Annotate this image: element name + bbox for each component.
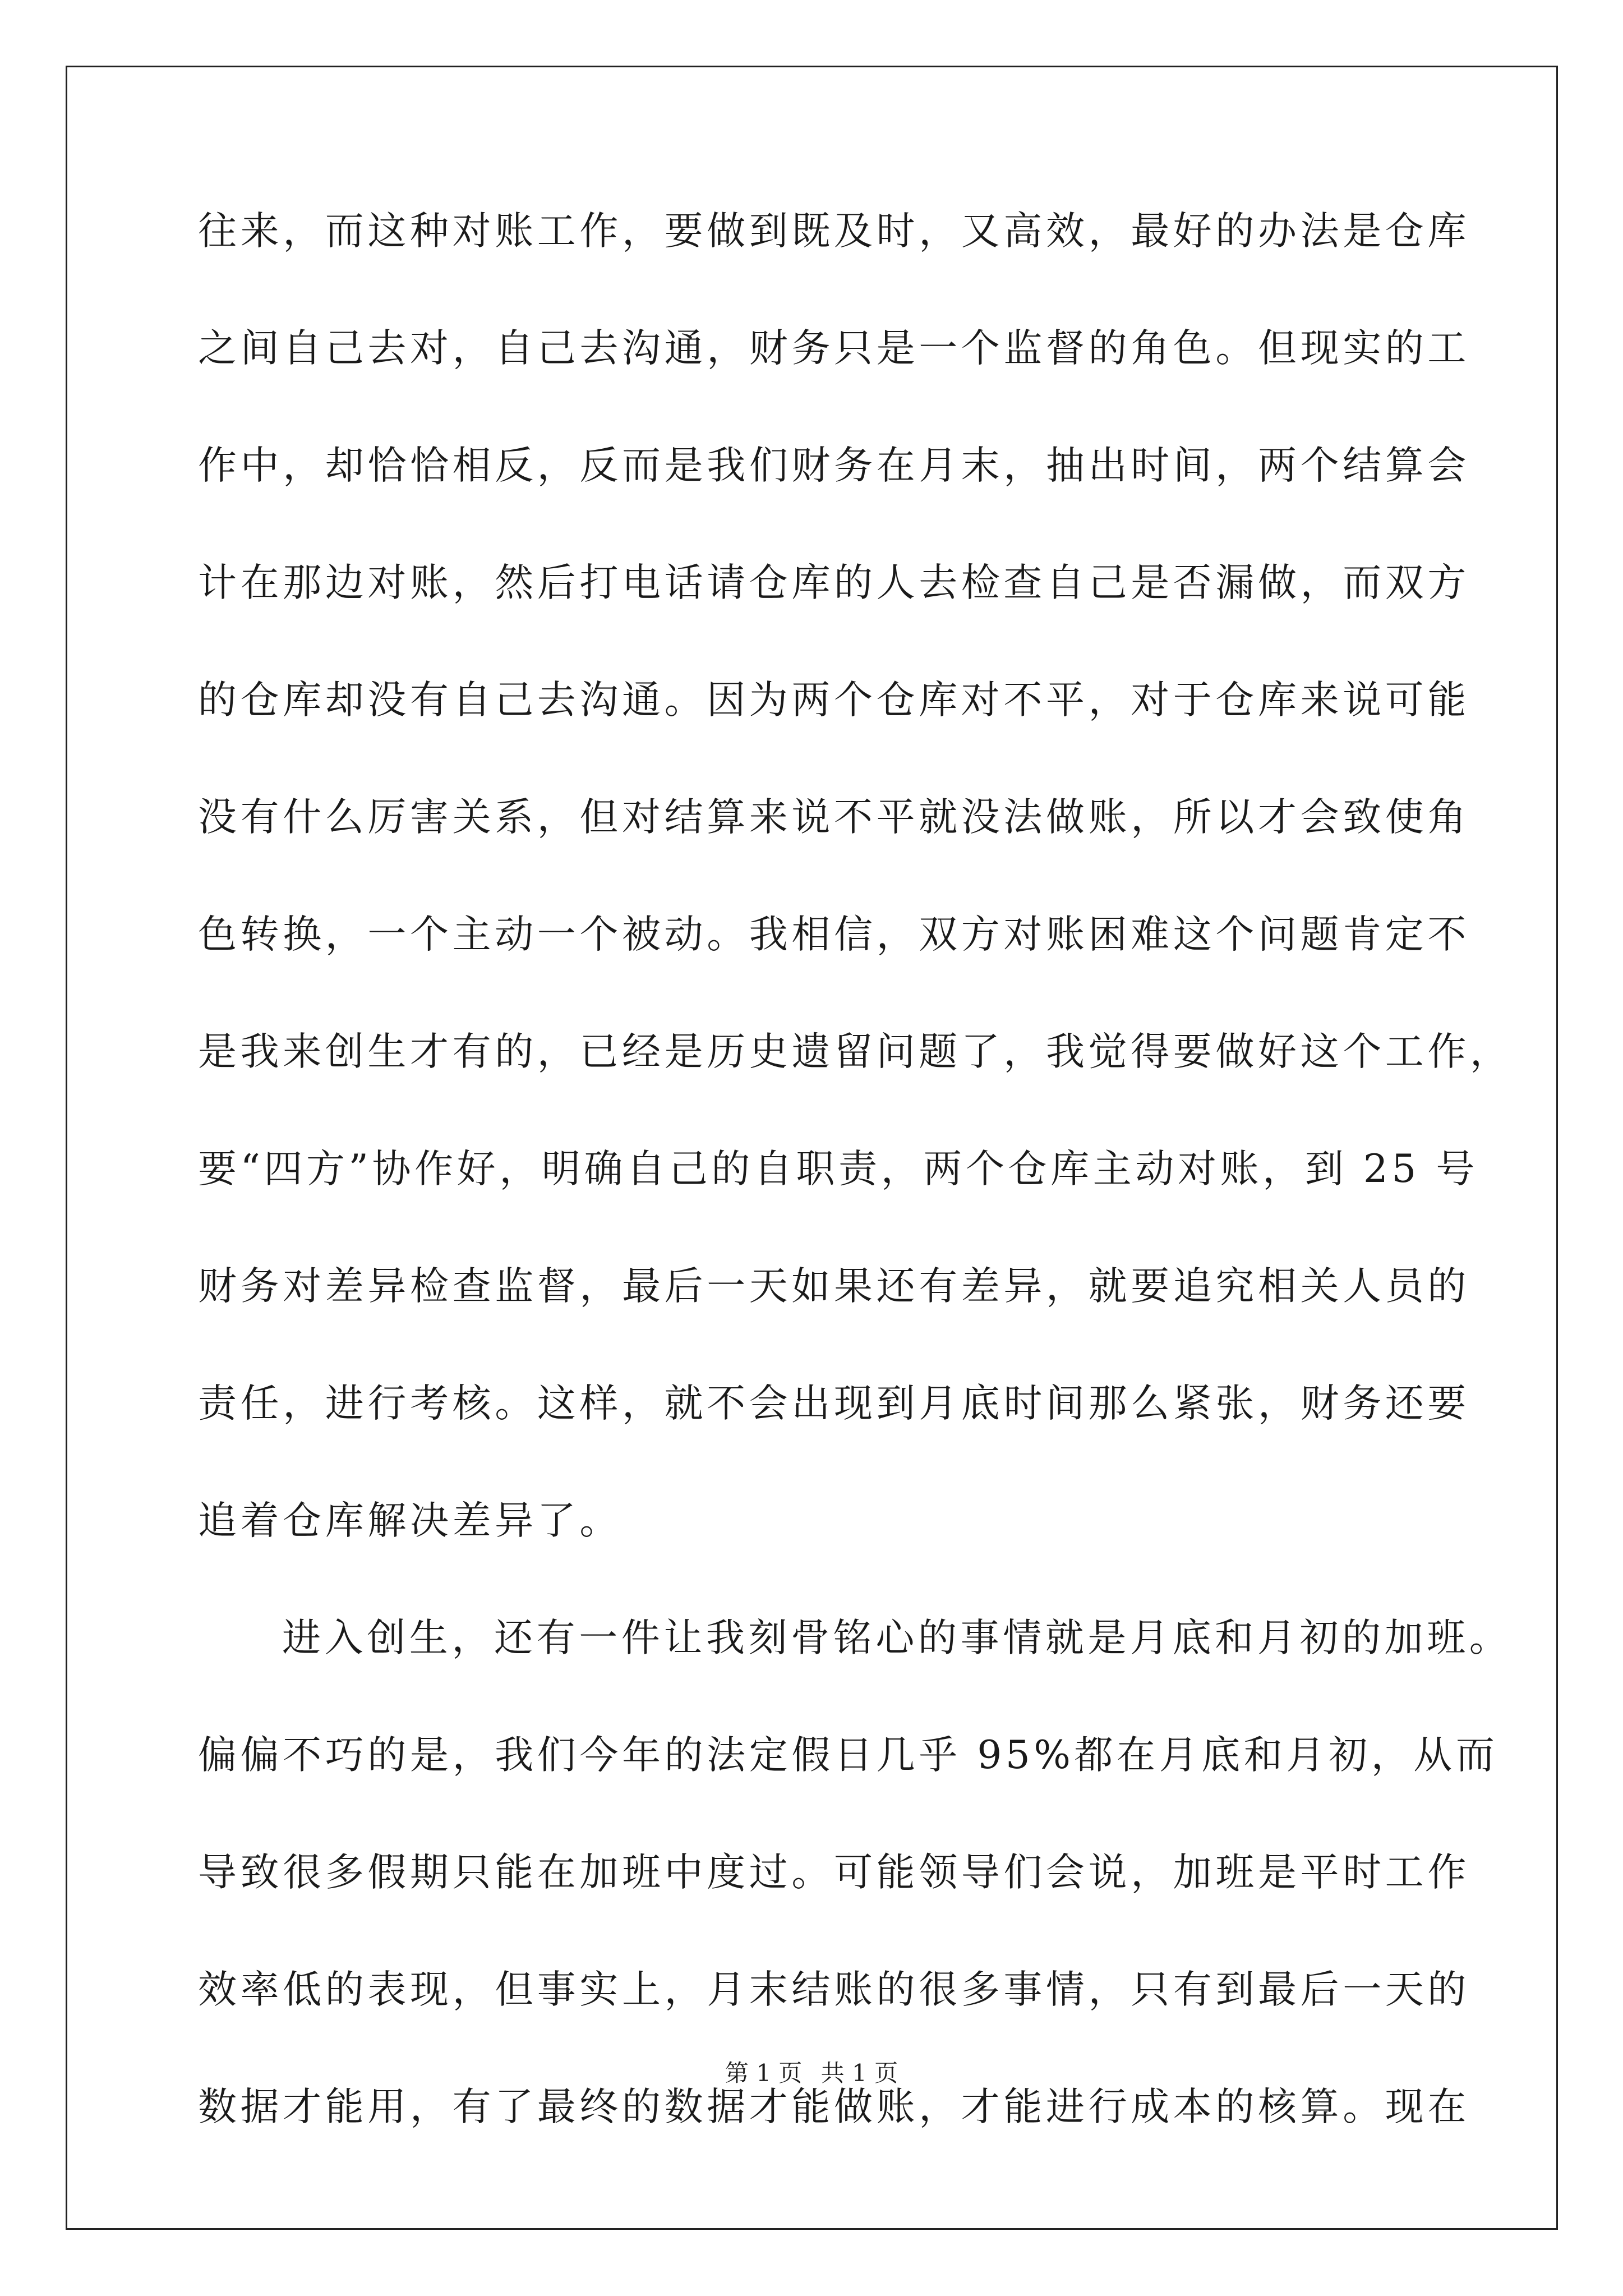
text-line: 偏偏不巧的是，我们今年的法定假日几乎 95%都在月底和月初，从而 xyxy=(198,1733,1498,1778)
page-footer xyxy=(0,2058,1623,2089)
text-line: 进入创生，还有一件让我刻骨铭心的事情就是月底和月初的加班。 xyxy=(282,1616,1512,1660)
page-number: 第 1 页 xyxy=(725,2059,803,2087)
text-line: 财务对差异检查监督，最后一天如果还有差异，就要追究相关人员的 xyxy=(198,1264,1470,1309)
text-line: 追着仓库解决差异了。 xyxy=(198,1498,622,1543)
page-count: 共 1 页 xyxy=(820,2059,898,2087)
text-line: 责任，进行考核。这样，就不会出现到月底时间那么紧张，财务还要 xyxy=(198,1381,1470,1426)
text-line: 计在那边对账，然后打电话请仓库的人去检查自己是否漏做，而双方 xyxy=(198,560,1470,605)
text-line: 效率低的表现，但事实上，月末结账的很多事情，只有到最后一天的 xyxy=(198,1967,1470,2012)
text-line: 数据才能用，有了最终的数据才能做账，才能进行成本的核算。现在 xyxy=(198,2085,1470,2129)
text-line: 往来，而这种对账工作，要做到既及时，又高效，最好的办法是仓库 xyxy=(198,209,1470,254)
text-line: 是我来创生才有的，已经是历史遗留问题了，我觉得要做好这个工作， xyxy=(198,1029,1513,1074)
text-line: 之间自己去对，自己去沟通，财务只是一个监督的角色。但现实的工 xyxy=(198,326,1470,371)
text-line: 导致很多假期只能在加班中度过。可能领导们会说，加班是平时工作 xyxy=(198,1850,1470,1895)
text-line: 色转换，一个主动一个被动。我相信，双方对账困难这个问题肯定不 xyxy=(198,912,1470,957)
text-line: 作中，却恰恰相反，反而是我们财务在月末，抽出时间，两个结算会 xyxy=(198,443,1470,488)
text-line: 要“四方”协作好，明确自己的自职责，两个仓库主动对账，到 25 号 xyxy=(198,1147,1479,1191)
text-line: 的仓库却没有自己去沟通。因为两个仓库对不平，对于仓库来说可能 xyxy=(198,678,1470,723)
text-line: 没有什么厉害关系，但对结算来说不平就没法做账，所以才会致使角 xyxy=(198,795,1470,840)
